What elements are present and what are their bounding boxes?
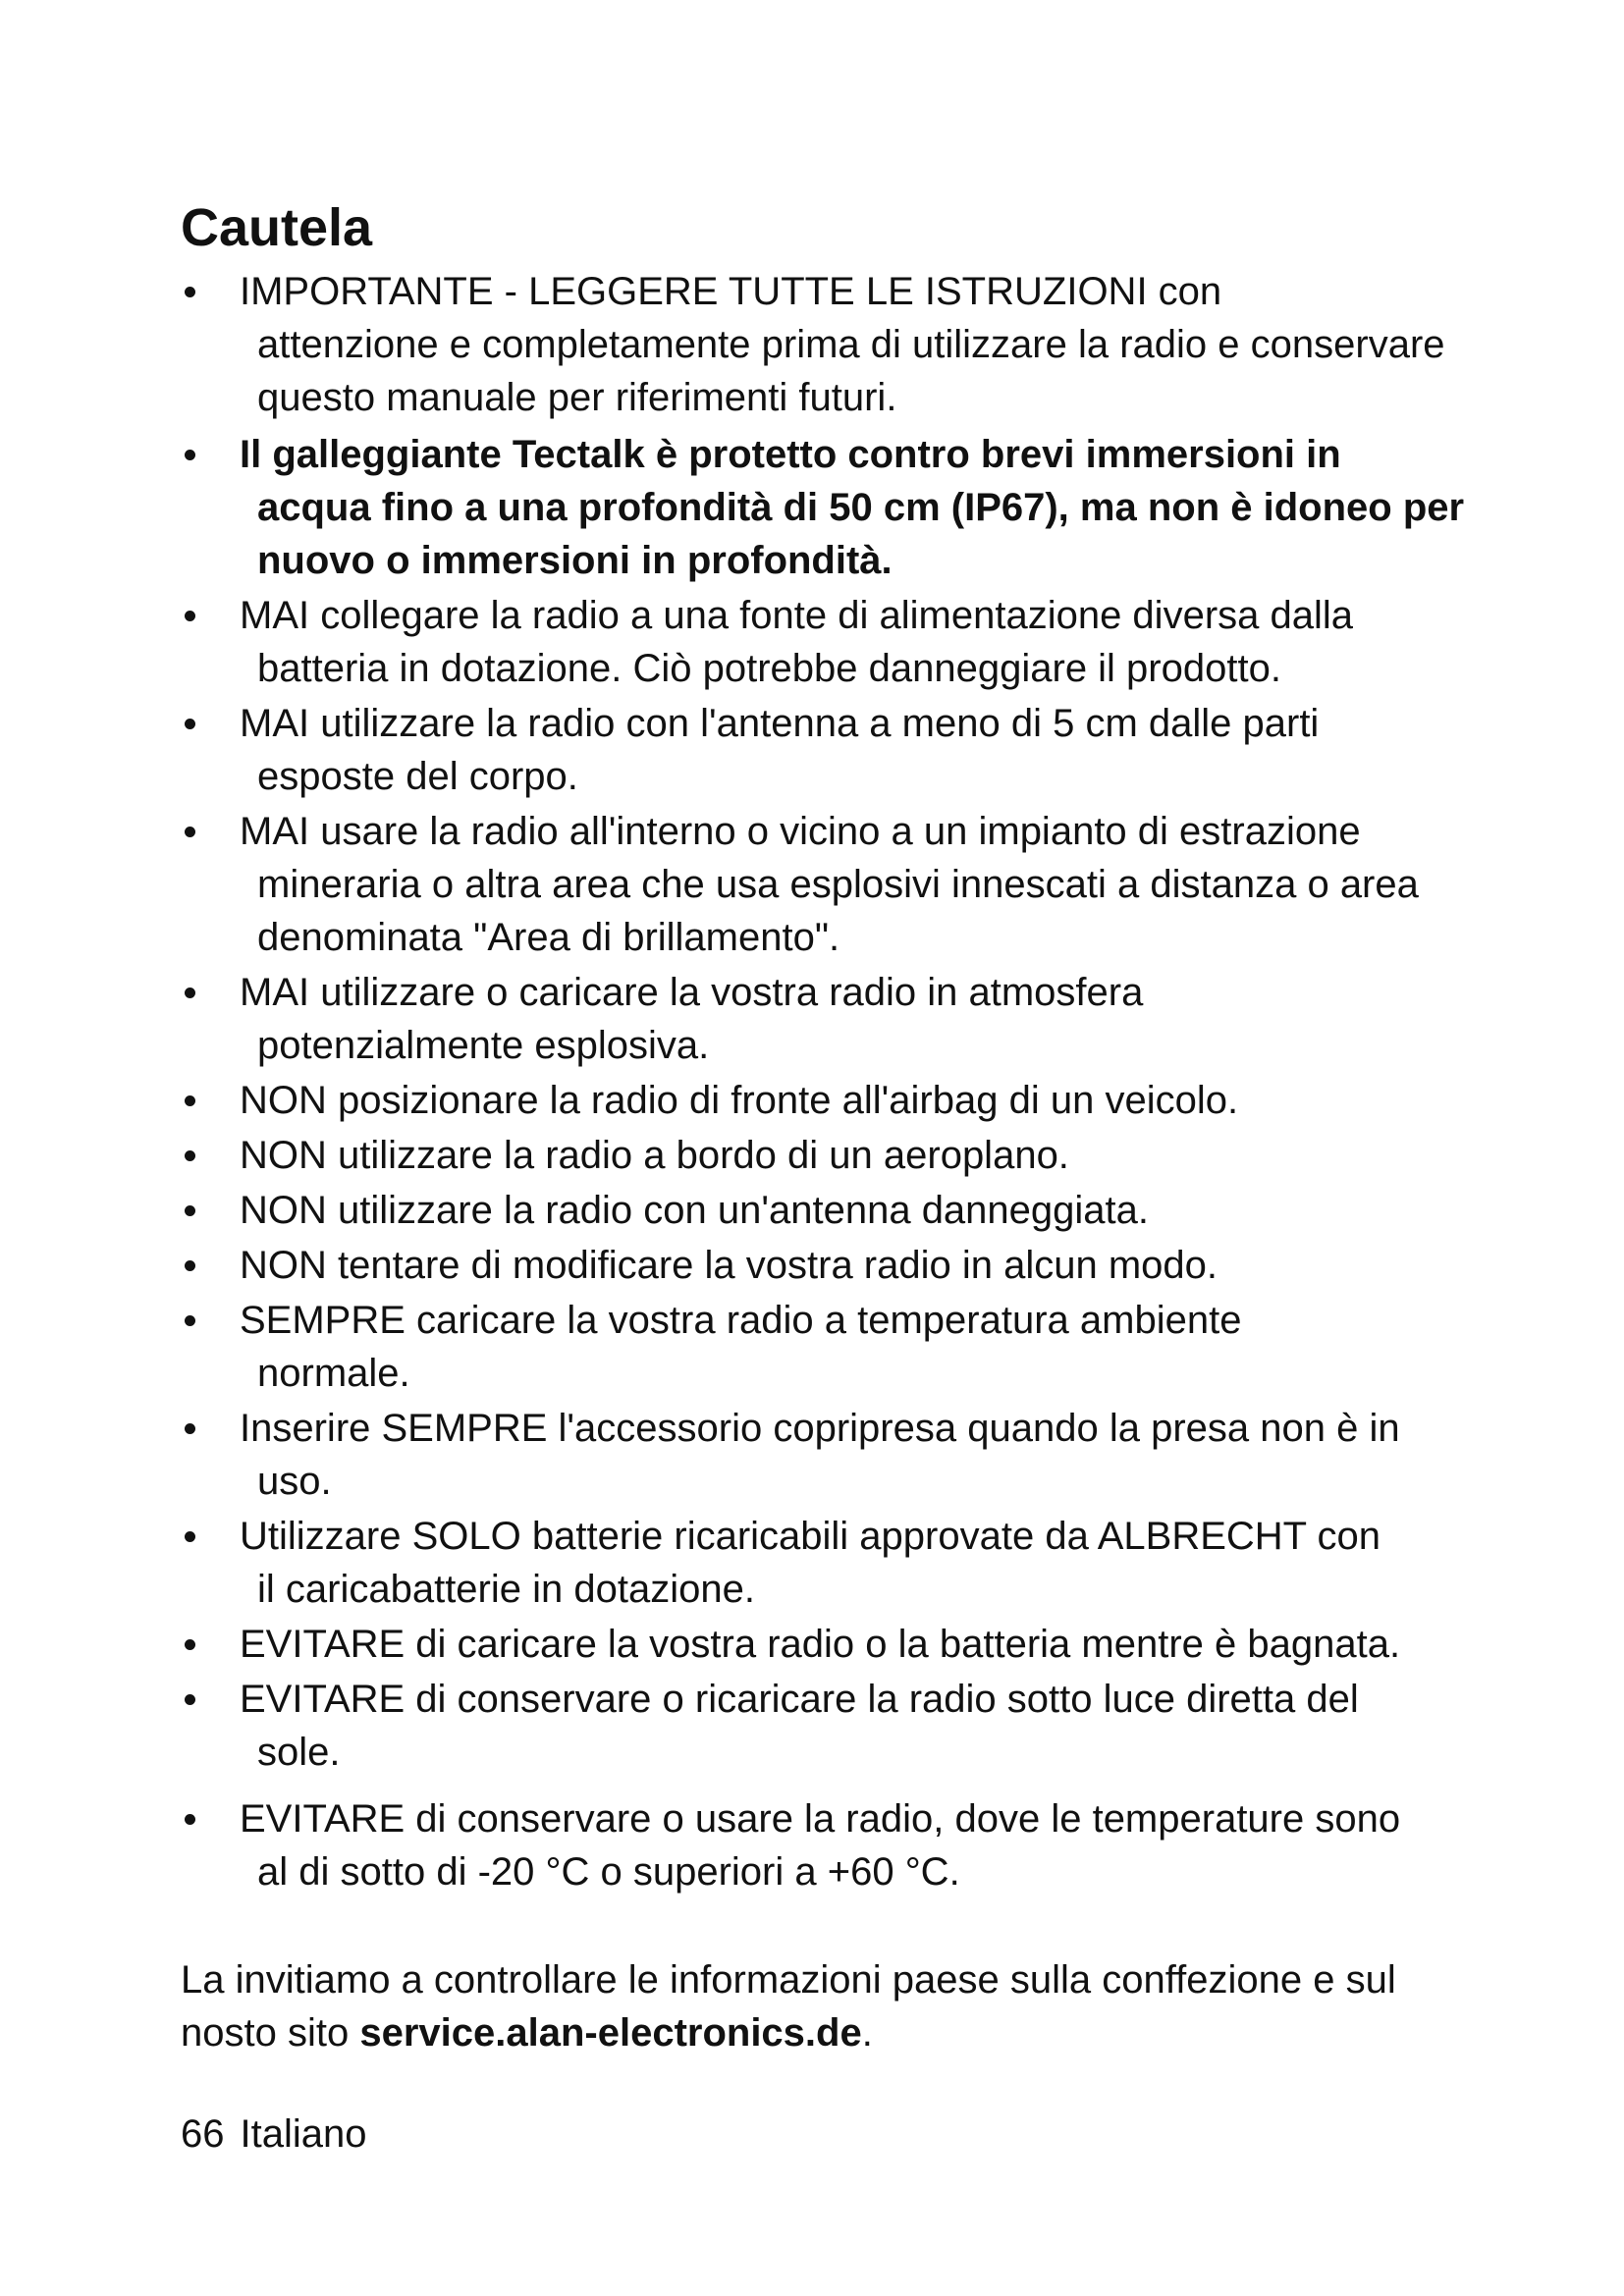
caution-item-continuation: batteria in dotazione. Ciò potrebbe danneggiare il prodotto. xyxy=(257,647,1281,690)
bullet-icon xyxy=(185,1095,195,1106)
caution-item-approved-batteries xyxy=(181,1510,1477,1616)
footer-language: Italiano xyxy=(240,2112,367,2156)
closing-paragraph xyxy=(181,1953,1477,2059)
caution-item-continuation: sole. xyxy=(257,1731,341,1774)
bullet-icon xyxy=(185,1694,195,1705)
caution-item-continuation: acqua fino a una profondità di 50 cm (IP67), ma non è idoneo per nuovo o immersioni in profondità. xyxy=(257,486,1465,582)
bullet-icon xyxy=(185,1814,195,1825)
caution-item-aircraft xyxy=(181,1129,1477,1182)
caution-item-text: NON tentare di modificare la vostra radio in alcun modo. xyxy=(240,1244,1218,1287)
service-url: service.alan-electronics.de xyxy=(359,2011,862,2055)
caution-item-damaged-antenna xyxy=(181,1184,1477,1237)
caution-item-continuation: potenzialmente esplosiva. xyxy=(257,1024,710,1067)
bullet-icon xyxy=(185,827,195,837)
caution-item-continuation: mineraria o altra area che usa esplosivi innescati a distanza o area denominata "Area di brillamento". xyxy=(257,863,1419,959)
caution-item-text: IMPORTANTE - LEGGERE TUTTE LE ISTRUZIONI con xyxy=(240,270,1222,313)
caution-item-text: MAI utilizzare la radio con l'antenna a meno di 5 cm dalle parti xyxy=(240,702,1320,745)
caution-item-explosive-atmosphere xyxy=(181,966,1477,1072)
caution-item-continuation: uso. xyxy=(257,1460,332,1503)
bullet-icon xyxy=(185,988,195,998)
caution-item-text: SEMPRE caricare la vostra radio a temperatura ambiente xyxy=(240,1299,1242,1342)
caution-item-waterproof xyxy=(181,428,1477,587)
caution-item-text: Utilizzare SOLO batterie ricaricabili approvate da ALBRECHT con xyxy=(240,1515,1380,1558)
bullet-icon xyxy=(185,1205,195,1216)
bullet-icon xyxy=(185,450,195,460)
caution-list xyxy=(181,265,1477,1900)
caution-item-text: NON utilizzare la radio a bordo di un aeroplano. xyxy=(240,1134,1069,1177)
caution-item-blasting-area xyxy=(181,805,1477,964)
caution-item-continuation: il caricabatterie in dotazione. xyxy=(257,1568,755,1611)
caution-item-continuation: normale. xyxy=(257,1352,410,1395)
caution-item-modification xyxy=(181,1239,1477,1292)
page-footer xyxy=(181,2108,366,2161)
caution-item-sunlight xyxy=(181,1673,1477,1779)
bullet-icon xyxy=(185,719,195,729)
caution-item-power-source xyxy=(181,589,1477,695)
caution-item-continuation: attenzione e completamente prima di utilizzare la radio e conservare questo manuale per riferimenti futuri. xyxy=(257,323,1445,419)
caution-item-text: MAI collegare la radio a una fonte di alimentazione diversa dalla xyxy=(240,594,1354,637)
bullet-icon xyxy=(185,1639,195,1650)
bullet-icon xyxy=(185,287,195,297)
bullet-icon xyxy=(185,611,195,621)
bullet-icon xyxy=(185,1150,195,1161)
caution-item-temperature-range xyxy=(181,1792,1477,1898)
page-title: Cautela xyxy=(181,198,373,257)
closing-period: . xyxy=(861,2011,873,2055)
caution-item-text: NON posizionare la radio di fronte all'airbag di un veicolo. xyxy=(240,1079,1239,1122)
bullet-icon xyxy=(185,1531,195,1542)
bullet-icon xyxy=(185,1315,195,1326)
caution-item-text: Inserire SEMPRE l'accessorio copripresa quando la presa non è in xyxy=(240,1407,1400,1450)
caution-item-text: EVITARE di caricare la vostra radio o la batteria mentre è bagnata. xyxy=(240,1623,1401,1666)
caution-item-wet-charging xyxy=(181,1618,1477,1671)
caution-item-antenna-distance xyxy=(181,697,1477,803)
caution-item-important xyxy=(181,265,1477,424)
caution-item-continuation: al di sotto di -20 °C o superiori a +60 °C. xyxy=(257,1850,960,1894)
caution-item-text: Il galleggiante Tectalk è protetto contro brevi immersioni in xyxy=(240,433,1341,476)
caution-item-airbag xyxy=(181,1074,1477,1127)
closing-text: La invitiamo a controllare le informazioni paese sulla conffezione e sul nosto sito xyxy=(181,1958,1396,2055)
caution-item-text: MAI utilizzare o caricare la vostra radio in atmosfera xyxy=(240,971,1144,1014)
bullet-icon xyxy=(185,1260,195,1271)
caution-item-socket-cover xyxy=(181,1402,1477,1508)
bullet-icon xyxy=(185,1423,195,1434)
caution-item-text: NON utilizzare la radio con un'antenna danneggiata. xyxy=(240,1189,1150,1232)
caution-item-charge-temperature xyxy=(181,1294,1477,1400)
caution-item-text: EVITARE di conservare o ricaricare la radio sotto luce diretta del xyxy=(240,1678,1359,1721)
caution-item-text: MAI usare la radio all'interno o vicino a un impianto di estrazione xyxy=(240,810,1361,853)
caution-item-text: EVITARE di conservare o usare la radio, dove le temperature sono xyxy=(240,1797,1401,1841)
page-number: 66 xyxy=(181,2112,225,2156)
caution-item-continuation: esposte del corpo. xyxy=(257,755,578,798)
